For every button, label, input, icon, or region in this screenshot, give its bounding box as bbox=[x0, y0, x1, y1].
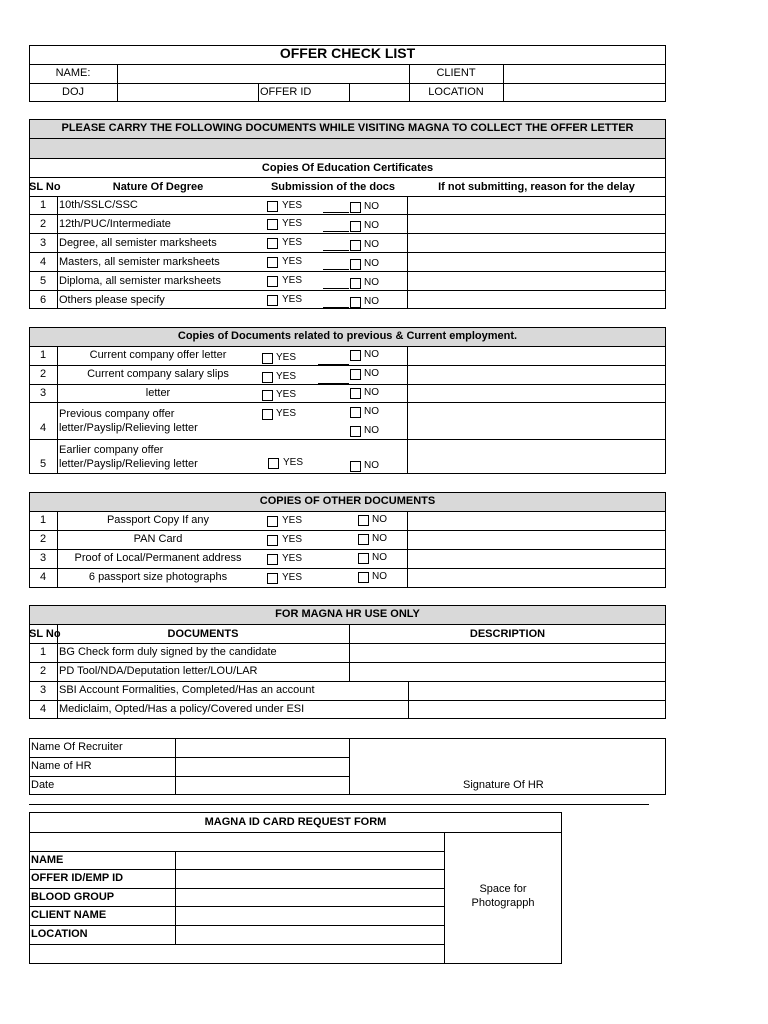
sl-number: 5 bbox=[39, 275, 47, 287]
yes-label: YES bbox=[282, 572, 303, 583]
degree-label: Degree, all semister marksheets bbox=[59, 237, 217, 249]
hr-doc-label: SBI Account Formalities, Completed/Has an account bbox=[59, 684, 315, 696]
no-label: NO bbox=[364, 296, 379, 307]
id-name-field[interactable] bbox=[176, 852, 443, 869]
no-label: NO bbox=[364, 460, 379, 471]
offer-id-label: OFFER ID bbox=[260, 86, 312, 98]
doj-label: DOJ bbox=[62, 86, 84, 98]
other-doc-label: Proof of Local/Permanent address bbox=[74, 552, 242, 564]
no-label: NO bbox=[364, 425, 379, 436]
no-checkbox[interactable] bbox=[350, 240, 361, 251]
yes-checkbox[interactable] bbox=[267, 201, 278, 212]
page-title: OFFER CHECK LIST bbox=[279, 45, 416, 61]
yes-label: YES bbox=[283, 457, 304, 468]
reason-field[interactable] bbox=[408, 197, 665, 214]
id-client-name-field[interactable] bbox=[176, 907, 443, 925]
reason-field[interactable] bbox=[408, 215, 665, 233]
sl-number: 1 bbox=[39, 646, 47, 658]
yes-label: YES bbox=[276, 371, 297, 382]
reason-field[interactable] bbox=[408, 253, 665, 271]
employment-doc-label: Current company offer letter bbox=[89, 349, 227, 361]
yes-checkbox[interactable] bbox=[262, 353, 273, 364]
id-blood-group-field[interactable] bbox=[176, 889, 443, 906]
no-label: NO bbox=[364, 201, 379, 212]
other-doc-remarks-field[interactable] bbox=[408, 512, 665, 530]
location-label: LOCATION bbox=[428, 86, 484, 98]
other-doc-label: PAN Card bbox=[133, 533, 183, 545]
id-field-label-offer-id: OFFER ID/EMP ID bbox=[31, 872, 124, 884]
employment-doc-label: letter bbox=[145, 387, 171, 399]
sl-number: 4 bbox=[39, 703, 47, 715]
reason-header: If not submitting, reason for the delay bbox=[438, 181, 635, 193]
id-field-label-blood-group: BLOOD GROUP bbox=[31, 891, 115, 903]
client-field[interactable] bbox=[504, 65, 665, 83]
sl-number: 1 bbox=[39, 349, 47, 361]
yes-label: YES bbox=[282, 256, 303, 267]
no-checkbox[interactable] bbox=[358, 553, 369, 564]
no-checkbox[interactable] bbox=[350, 259, 361, 270]
hr-description-field[interactable] bbox=[350, 644, 665, 662]
employment-title: Copies of Documents related to previous & Current employment. bbox=[177, 330, 518, 342]
sl-number: 2 bbox=[39, 665, 47, 677]
no-label: NO bbox=[364, 368, 379, 379]
no-checkbox[interactable] bbox=[350, 426, 361, 437]
no-checkbox[interactable] bbox=[350, 369, 361, 380]
yes-label: YES bbox=[282, 553, 303, 564]
yes-label: YES bbox=[282, 275, 303, 286]
photo-space-line1: Space for bbox=[479, 883, 527, 895]
no-checkbox[interactable] bbox=[350, 350, 361, 361]
no-label: NO bbox=[364, 387, 379, 398]
location-field[interactable] bbox=[504, 84, 665, 102]
employment-remarks-field[interactable] bbox=[408, 347, 665, 365]
photo-space-line2: Photograpph bbox=[471, 897, 535, 909]
reason-field[interactable] bbox=[408, 291, 665, 308]
yes-checkbox[interactable] bbox=[262, 390, 273, 401]
yes-label: YES bbox=[282, 237, 303, 248]
signature-label: Signature Of HR bbox=[463, 779, 544, 791]
other-documents-title: COPIES OF OTHER DOCUMENTS bbox=[259, 495, 436, 507]
employment-doc-label: Current company salary slips bbox=[87, 368, 229, 380]
no-label: NO bbox=[364, 277, 379, 288]
no-checkbox[interactable] bbox=[350, 202, 361, 213]
employment-remarks-field[interactable] bbox=[408, 403, 665, 439]
date-field[interactable] bbox=[176, 777, 348, 794]
sl-number: 2 bbox=[39, 368, 47, 380]
documents-header: DOCUMENTS bbox=[167, 628, 239, 640]
sl-number: 3 bbox=[39, 237, 47, 249]
sl-number: 1 bbox=[39, 514, 47, 526]
sl-number: 4 bbox=[39, 422, 47, 434]
employment-doc-line2: letter/Payslip/Relieving letter bbox=[59, 458, 198, 470]
other-doc-label: Passport Copy If any bbox=[106, 514, 210, 526]
sl-no-header: SL No bbox=[29, 628, 61, 640]
employment-doc-line1: Earlier company offer bbox=[59, 444, 164, 456]
hr-doc-label: BG Check form duly signed by the candidate bbox=[59, 646, 277, 658]
employment-remarks-field[interactable] bbox=[408, 366, 665, 384]
id-offer-id-field[interactable] bbox=[176, 870, 443, 888]
yes-checkbox[interactable] bbox=[267, 554, 278, 565]
yes-checkbox[interactable] bbox=[267, 516, 278, 527]
hr-name-field[interactable] bbox=[176, 758, 348, 776]
yes-checkbox[interactable] bbox=[267, 295, 278, 306]
no-checkbox[interactable] bbox=[350, 407, 361, 418]
education-title: Copies Of Education Certificates bbox=[261, 162, 434, 174]
yes-checkbox[interactable] bbox=[267, 238, 278, 249]
sl-number: 3 bbox=[39, 387, 47, 399]
no-checkbox[interactable] bbox=[358, 572, 369, 583]
yes-checkbox[interactable] bbox=[267, 535, 278, 546]
id-field-label-name: NAME bbox=[31, 854, 64, 866]
employment-remarks-field[interactable] bbox=[408, 385, 665, 402]
no-checkbox[interactable] bbox=[350, 221, 361, 232]
hr-name-label: Name of HR bbox=[31, 760, 92, 772]
offer-id-field[interactable] bbox=[350, 84, 408, 102]
degree-header: Nature Of Degree bbox=[112, 181, 204, 193]
doj-field[interactable] bbox=[118, 84, 257, 102]
sl-number: 2 bbox=[39, 533, 47, 545]
no-label: NO bbox=[372, 514, 387, 525]
degree-label: 10th/SSLC/SSC bbox=[59, 199, 138, 211]
sl-number: 5 bbox=[39, 458, 47, 470]
no-label: NO bbox=[372, 571, 387, 582]
yes-checkbox[interactable] bbox=[267, 573, 278, 584]
sl-number: 2 bbox=[39, 218, 47, 230]
reason-field[interactable] bbox=[408, 272, 665, 290]
no-checkbox[interactable] bbox=[358, 534, 369, 545]
id-field-label-client-name: CLIENT NAME bbox=[31, 909, 107, 921]
no-checkbox[interactable] bbox=[350, 278, 361, 289]
education-banner: PLEASE CARRY THE FOLLOWING DOCUMENTS WHILE VISITING MAGNA TO COLLECT THE OFFER LETTER bbox=[61, 122, 634, 134]
employment-doc-line1: Previous company offer bbox=[59, 408, 175, 420]
no-label: NO bbox=[364, 239, 379, 250]
sl-number: 3 bbox=[39, 552, 47, 564]
description-header: DESCRIPTION bbox=[469, 628, 546, 640]
degree-label: Diploma, all semister marksheets bbox=[59, 275, 221, 287]
yes-label: YES bbox=[276, 389, 297, 400]
signature-area[interactable] bbox=[350, 739, 665, 777]
id-location-field[interactable] bbox=[176, 926, 443, 944]
employment-remarks-field[interactable] bbox=[408, 440, 665, 473]
no-checkbox[interactable] bbox=[358, 515, 369, 526]
no-checkbox[interactable] bbox=[350, 388, 361, 399]
yes-checkbox[interactable] bbox=[262, 372, 273, 383]
no-checkbox[interactable] bbox=[350, 297, 361, 308]
client-label: CLIENT bbox=[436, 67, 476, 79]
submission-header: Submission of the docs bbox=[270, 181, 396, 193]
name-label: NAME: bbox=[55, 67, 91, 79]
no-label: NO bbox=[372, 552, 387, 563]
separator-line bbox=[29, 804, 649, 805]
sl-number: 4 bbox=[39, 256, 47, 268]
yes-checkbox[interactable] bbox=[262, 409, 273, 420]
id-field-label-location: LOCATION bbox=[31, 928, 88, 940]
degree-label: 12th/PUC/Intermediate bbox=[59, 218, 171, 230]
other-doc-label: 6 passport size photographs bbox=[88, 571, 228, 583]
hr-description-field[interactable] bbox=[409, 701, 665, 718]
no-label: NO bbox=[364, 220, 379, 231]
hr-doc-label: Mediclaim, Opted/Has a policy/Covered under ESI bbox=[59, 703, 305, 715]
yes-label: YES bbox=[282, 200, 303, 211]
employment-doc-line2: letter/Payslip/Relieving letter bbox=[59, 422, 198, 434]
yes-label: YES bbox=[282, 218, 303, 229]
yes-label: YES bbox=[276, 408, 297, 419]
other-doc-remarks-field[interactable] bbox=[408, 531, 665, 549]
degree-label: Others please specify bbox=[59, 294, 165, 306]
other-doc-remarks-field[interactable] bbox=[408, 569, 665, 587]
id-card-title: MAGNA ID CARD REQUEST FORM bbox=[204, 816, 387, 828]
no-checkbox[interactable] bbox=[350, 461, 361, 472]
hr-doc-label: PD Tool/NDA/Deputation letter/LOU/LAR bbox=[59, 665, 258, 677]
sl-number: 1 bbox=[39, 199, 47, 211]
sl-number: 3 bbox=[39, 684, 47, 696]
yes-label: YES bbox=[282, 515, 303, 526]
yes-checkbox[interactable] bbox=[267, 219, 278, 230]
date-label: Date bbox=[31, 779, 55, 791]
name-field[interactable] bbox=[118, 65, 408, 83]
reason-field[interactable] bbox=[408, 234, 665, 252]
recruiter-label: Name Of Recruiter bbox=[31, 741, 123, 753]
sl-number: 4 bbox=[39, 571, 47, 583]
yes-checkbox[interactable] bbox=[267, 276, 278, 287]
sl-no-header: SL No bbox=[29, 181, 61, 193]
yes-label: YES bbox=[282, 534, 303, 545]
yes-checkbox[interactable] bbox=[267, 257, 278, 268]
no-label: NO bbox=[372, 533, 387, 544]
yes-label: YES bbox=[276, 352, 297, 363]
no-label: NO bbox=[364, 406, 379, 417]
other-doc-remarks-field[interactable] bbox=[408, 550, 665, 568]
no-label: NO bbox=[364, 258, 379, 269]
recruiter-name-field[interactable] bbox=[176, 739, 348, 757]
hr-use-title: FOR MAGNA HR USE ONLY bbox=[275, 608, 420, 620]
yes-checkbox[interactable] bbox=[268, 458, 279, 469]
yes-label: YES bbox=[282, 294, 303, 305]
no-label: NO bbox=[364, 349, 379, 360]
hr-description-field[interactable] bbox=[350, 663, 665, 681]
sl-number: 6 bbox=[39, 294, 47, 306]
degree-label: Masters, all semister marksheets bbox=[59, 256, 220, 268]
hr-description-field[interactable] bbox=[409, 682, 665, 700]
